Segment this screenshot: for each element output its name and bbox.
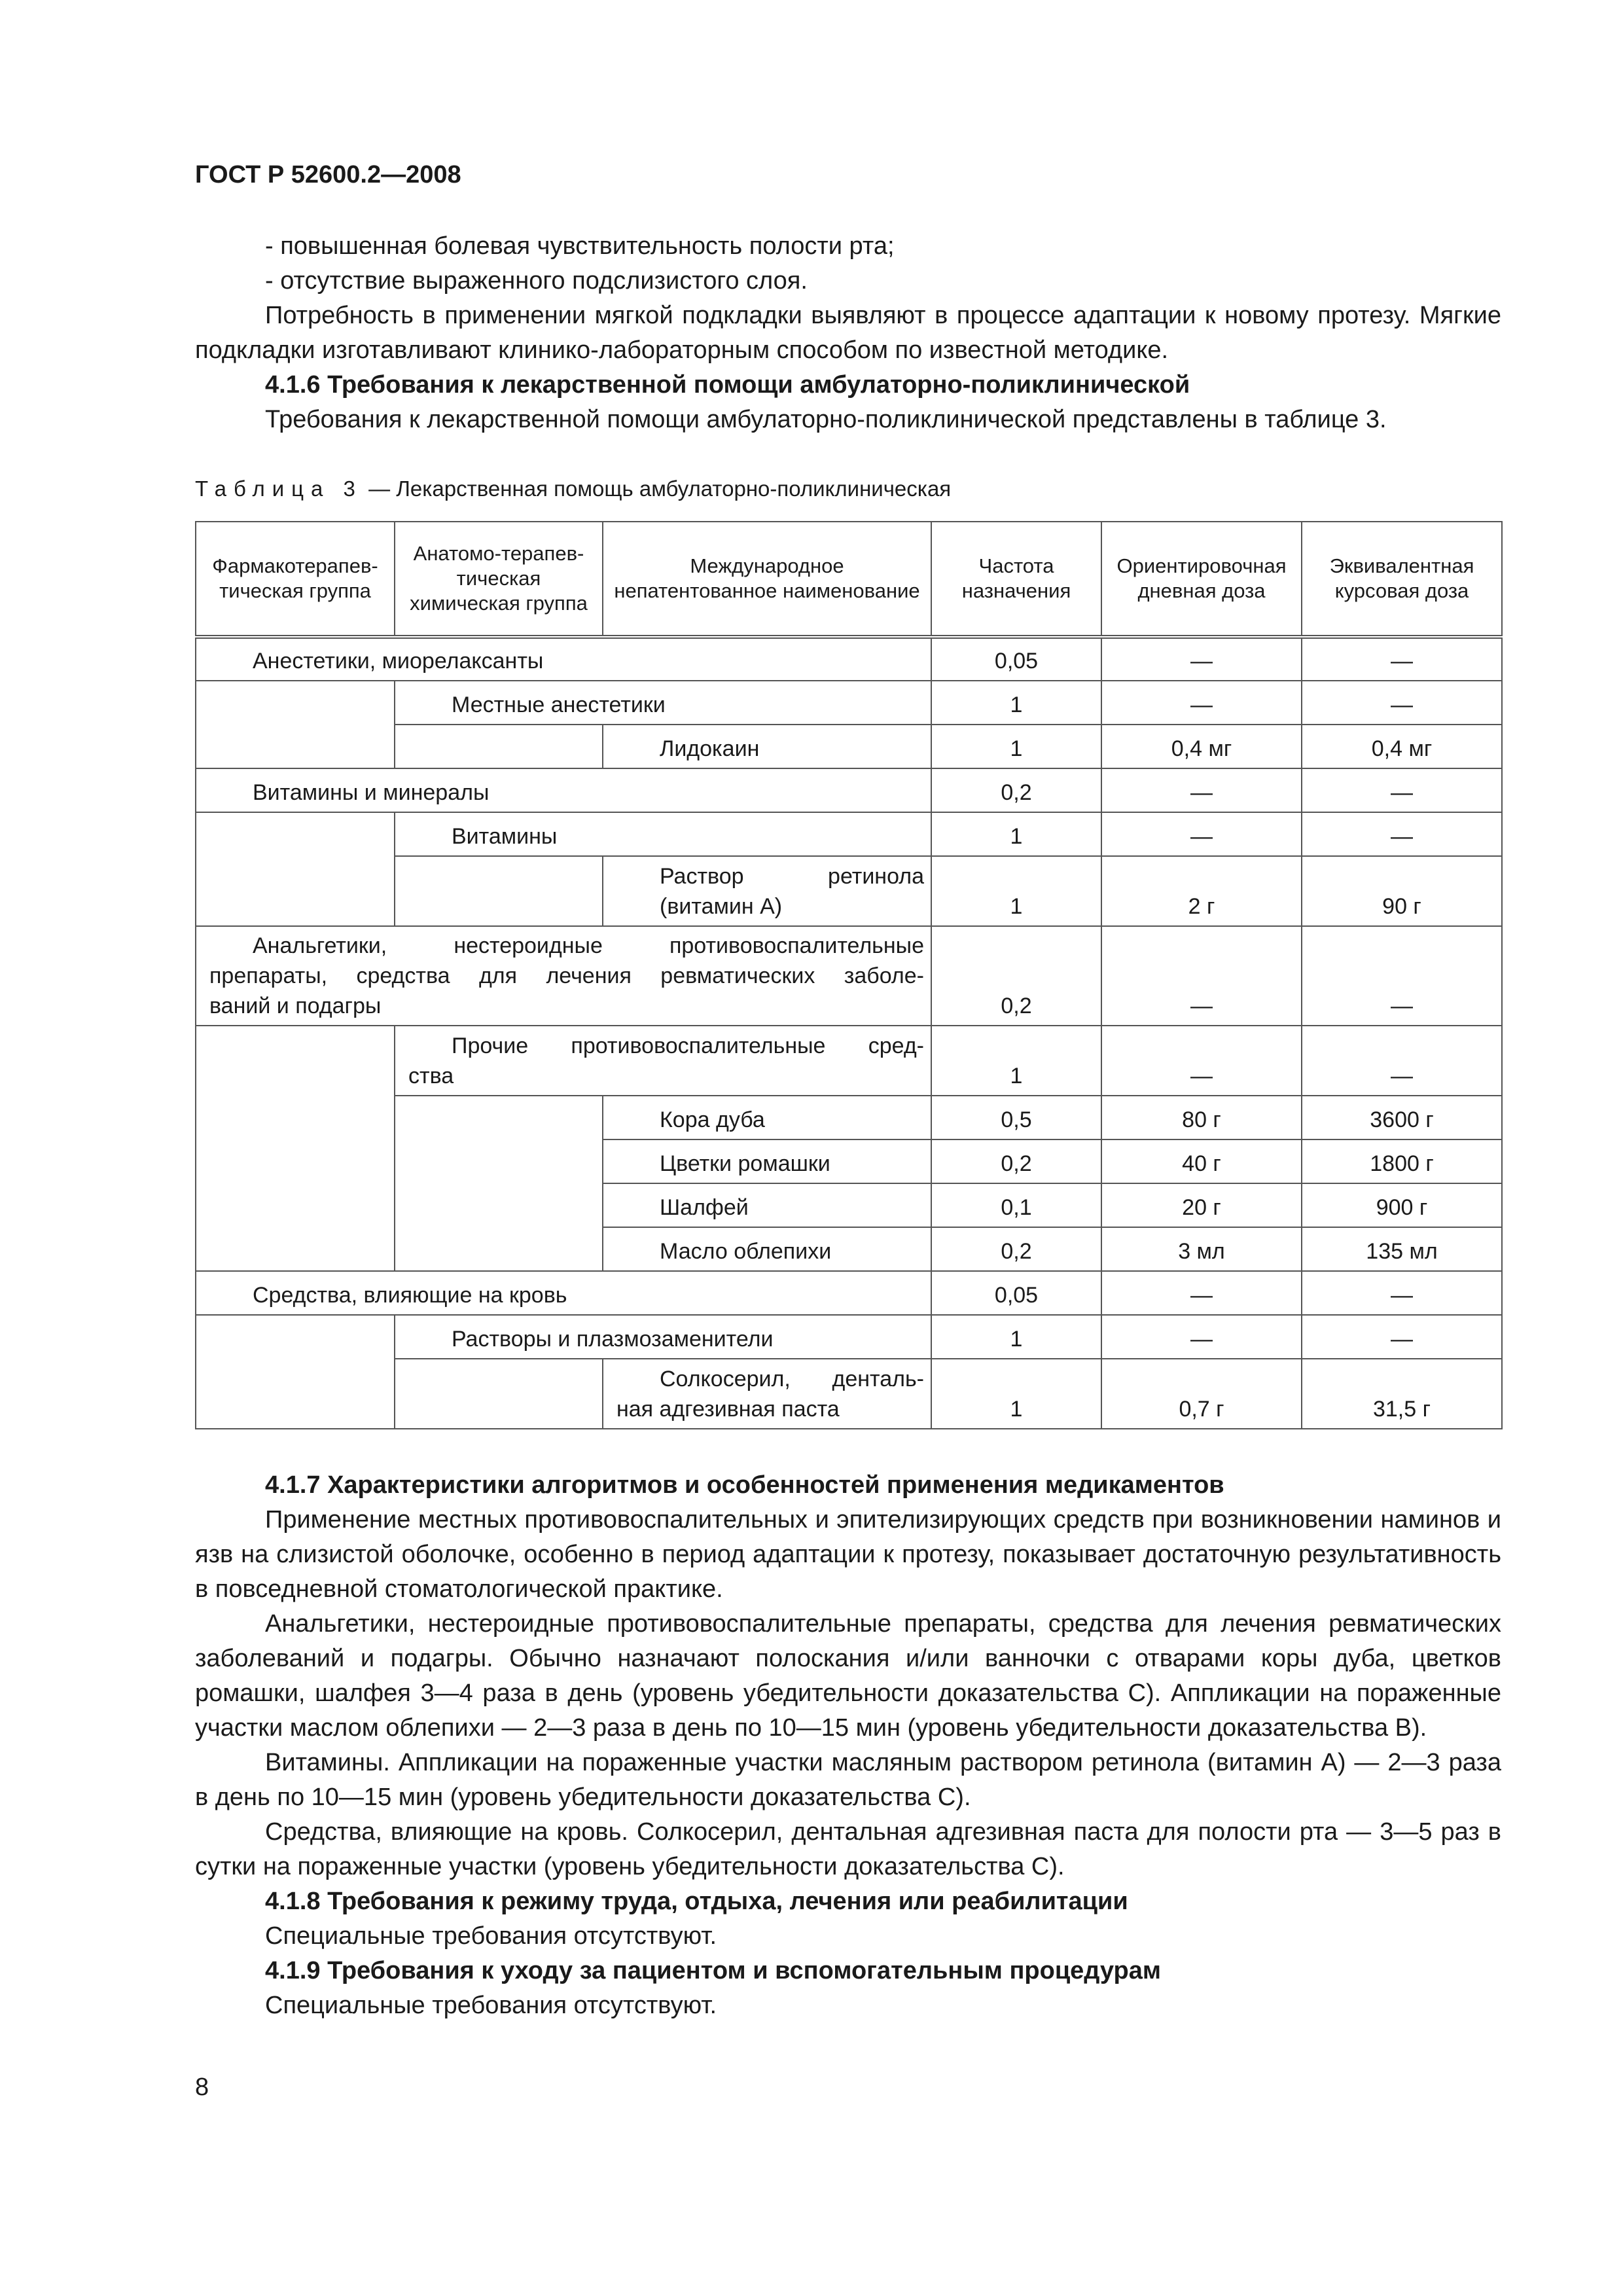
empty-cell: [395, 1096, 603, 1271]
section-4-1-7-block: [195, 1468, 1501, 2023]
row-label-line: (витамин А): [660, 894, 783, 919]
row-label: [196, 926, 931, 1026]
cell-frequency: 1: [931, 1315, 1101, 1359]
cell-daily-dose: —: [1101, 1315, 1302, 1359]
row-label-line: препараты, средства для лечения ревматических заболе-: [209, 963, 924, 988]
cell-course-dose: 3600 г: [1302, 1096, 1502, 1139]
table-row: [196, 1271, 1502, 1315]
section-text-4-1-9: Специальные требования отсутствуют.: [265, 1992, 717, 2019]
row-label-line: ная адгезивная паста: [616, 1397, 840, 1422]
cell-course-dose: 135 мл: [1302, 1227, 1502, 1271]
cell-course-dose: —: [1302, 768, 1502, 812]
row-label-line: Раствор ретинола: [660, 864, 924, 889]
col-header-atc-group: Анатомо-терапев-тическая химическая группа: [395, 522, 603, 637]
row-label: [603, 1359, 931, 1429]
col-header-pharma-group: Фармакотерапев-тическая группа: [196, 522, 395, 637]
cell-frequency: 0,05: [931, 637, 1101, 681]
cell-frequency: 0,2: [931, 1139, 1101, 1183]
cell-daily-dose: 40 г: [1101, 1139, 1302, 1183]
table-caption-text: — Лекарственная помощь амбулаторно-поликлиническая: [362, 476, 952, 501]
cell-course-dose: —: [1302, 926, 1502, 1026]
cell-daily-dose: —: [1101, 1271, 1302, 1315]
row-label: Кора дуба: [603, 1096, 931, 1139]
cell-frequency: 1: [931, 1026, 1101, 1096]
row-label-line: Прочие противовоспалительные сред-: [452, 1033, 924, 1058]
cell-daily-dose: 20 г: [1101, 1183, 1302, 1227]
section-paragraph: Применение местных противовоспалительных и эпителизирующих средств при возникновении наминов и язв на слизистой оболочке, особенно в период адаптации к протезу, показывает достаточную результативность в повседневной стоматологической практике.: [195, 1506, 1501, 1603]
cell-frequency: 0,2: [931, 926, 1101, 1026]
cell-frequency: 1: [931, 725, 1101, 768]
cell-frequency: 0,1: [931, 1183, 1101, 1227]
col-header-daily-dose: Ориентировочная дневная доза: [1101, 522, 1302, 637]
empty-cell: [395, 1359, 603, 1429]
row-label-line: Анальгетики, нестероидные противовоспалительные: [253, 933, 924, 958]
page-number: 8: [195, 2073, 209, 2101]
row-label-line: ства: [408, 1064, 454, 1088]
cell-course-dose: —: [1302, 681, 1502, 725]
table-row: [196, 926, 1502, 1026]
table-row: [196, 1315, 1502, 1359]
row-label: Средства, влияющие на кровь: [196, 1271, 931, 1315]
cell-daily-dose: 3 мл: [1101, 1227, 1302, 1271]
cell-daily-dose: —: [1101, 812, 1302, 856]
section-text-4-1-8: Специальные требования отсутствуют.: [265, 1922, 717, 1950]
cell-daily-dose: —: [1101, 681, 1302, 725]
cell-daily-dose: 2 г: [1101, 856, 1302, 926]
table-row: [196, 1026, 1502, 1096]
intro-paragraph: Потребность в применении мягкой подкладки выявляют в процессе адаптации к новому протезу. Мягкие подкладки изготавливают клинико-лабораторным способом по известной методике.: [195, 302, 1501, 364]
cell-daily-dose: —: [1101, 1026, 1302, 1096]
cell-daily-dose: —: [1101, 768, 1302, 812]
empty-cell: [196, 681, 395, 768]
document-id: ГОСТ Р 52600.2—2008: [195, 161, 461, 188]
cell-course-dose: 1800 г: [1302, 1139, 1502, 1183]
row-label: [395, 1026, 931, 1096]
section-paragraph: Средства, влияющие на кровь. Солкосерил, дентальная адгезивная паста для полости рта — 3—5 раз в сутки на пораженные участки (уровень убедительности доказательства С).: [195, 1818, 1501, 1880]
row-label: Витамины: [395, 812, 931, 856]
empty-cell: [196, 1315, 395, 1429]
cell-frequency: 1: [931, 1359, 1101, 1429]
table-caption-label: Таблица 3: [195, 476, 363, 501]
cell-frequency: 1: [931, 681, 1101, 725]
table-row: [196, 637, 1502, 681]
row-label: Анестетики, миорелаксанты: [196, 637, 931, 681]
cell-course-dose: 0,4 мг: [1302, 725, 1502, 768]
section-paragraph: Анальгетики, нестероидные противовоспалительные препараты, средства для лечения ревматических заболеваний и подагры. Обычно назначают полоскания и/или ванночки с отварами коры дуба, цветков ромашки, шалфея 3—4 раза в день (уровень убедительности доказательства С). Аппликации на пораженные участки маслом облепихи — 2—3 раза в день по 10—15 мин (уровень убедительности доказательства В).: [195, 1610, 1501, 1742]
empty-cell: [196, 1026, 395, 1271]
empty-cell: [395, 725, 603, 768]
cell-course-dose: —: [1302, 637, 1502, 681]
section-heading-4-1-9: 4.1.9 Требования к уходу за пациентом и вспомогательным процедурам: [265, 1957, 1161, 1984]
cell-daily-dose: 80 г: [1101, 1096, 1302, 1139]
empty-cell: [196, 812, 395, 926]
col-header-course-dose: Эквивалентная курсовая доза: [1302, 522, 1502, 637]
intro-line: - отсутствие выраженного подслизистого слоя.: [265, 267, 808, 295]
intro-block: [195, 229, 1501, 437]
section-heading-4-1-7: 4.1.7 Характеристики алгоритмов и особенностей применения медикаментов: [265, 1471, 1224, 1499]
row-label: Витамины и минералы: [196, 768, 931, 812]
cell-course-dose: —: [1302, 1026, 1502, 1096]
table-caption: [195, 476, 951, 501]
row-label: [603, 856, 931, 926]
cell-frequency: 1: [931, 812, 1101, 856]
intro-line: - повышенная болевая чувствительность полости рта;: [265, 232, 895, 260]
cell-course-dose: 900 г: [1302, 1183, 1502, 1227]
cell-frequency: 0,05: [931, 1271, 1101, 1315]
row-label: Местные анестетики: [395, 681, 931, 725]
row-label: Шалфей: [603, 1183, 931, 1227]
row-label: Масло облепихи: [603, 1227, 931, 1271]
cell-daily-dose: 0,4 мг: [1101, 725, 1302, 768]
cell-frequency: 1: [931, 856, 1101, 926]
cell-frequency: 0,2: [931, 1227, 1101, 1271]
col-header-inn: Международное непатентованное наименование: [603, 522, 931, 637]
row-label: Растворы и плазмозаменители: [395, 1315, 931, 1359]
row-label: Лидокаин: [603, 725, 931, 768]
empty-cell: [395, 856, 603, 926]
cell-frequency: 0,2: [931, 768, 1101, 812]
table-row: [196, 812, 1502, 856]
cell-course-dose: 31,5 г: [1302, 1359, 1502, 1429]
section-heading-4-1-6: 4.1.6 Требования к лекарственной помощи амбулаторно-поликлинической: [265, 371, 1190, 399]
cell-daily-dose: —: [1101, 926, 1302, 1026]
row-label-line: ваний и подагры: [209, 994, 382, 1018]
section-text-4-1-6: Требования к лекарственной помощи амбулаторно-поликлинической представлены в таблице 3.: [265, 406, 1387, 433]
row-label: Цветки ромашки: [603, 1139, 931, 1183]
table-row: [196, 768, 1502, 812]
cell-course-dose: —: [1302, 1271, 1502, 1315]
cell-frequency: 0,5: [931, 1096, 1101, 1139]
section-heading-4-1-8: 4.1.8 Требования к режиму труда, отдыха, лечения или реабилитации: [265, 1888, 1128, 1915]
section-paragraph: Витамины. Аппликации на пораженные участки масляным раствором ретинола (витамин А) — 2—3 раза в день по 10—15 мин (уровень убедительности доказательства С).: [195, 1749, 1501, 1811]
table-row: [196, 681, 1502, 725]
medication-table: [195, 521, 1503, 1429]
cell-daily-dose: 0,7 г: [1101, 1359, 1302, 1429]
cell-course-dose: 90 г: [1302, 856, 1502, 926]
cell-course-dose: —: [1302, 812, 1502, 856]
cell-course-dose: —: [1302, 1315, 1502, 1359]
col-header-frequency: Частота назначения: [931, 522, 1101, 637]
row-label-line: Солкосерил, денталь-: [660, 1367, 924, 1391]
cell-daily-dose: —: [1101, 637, 1302, 681]
